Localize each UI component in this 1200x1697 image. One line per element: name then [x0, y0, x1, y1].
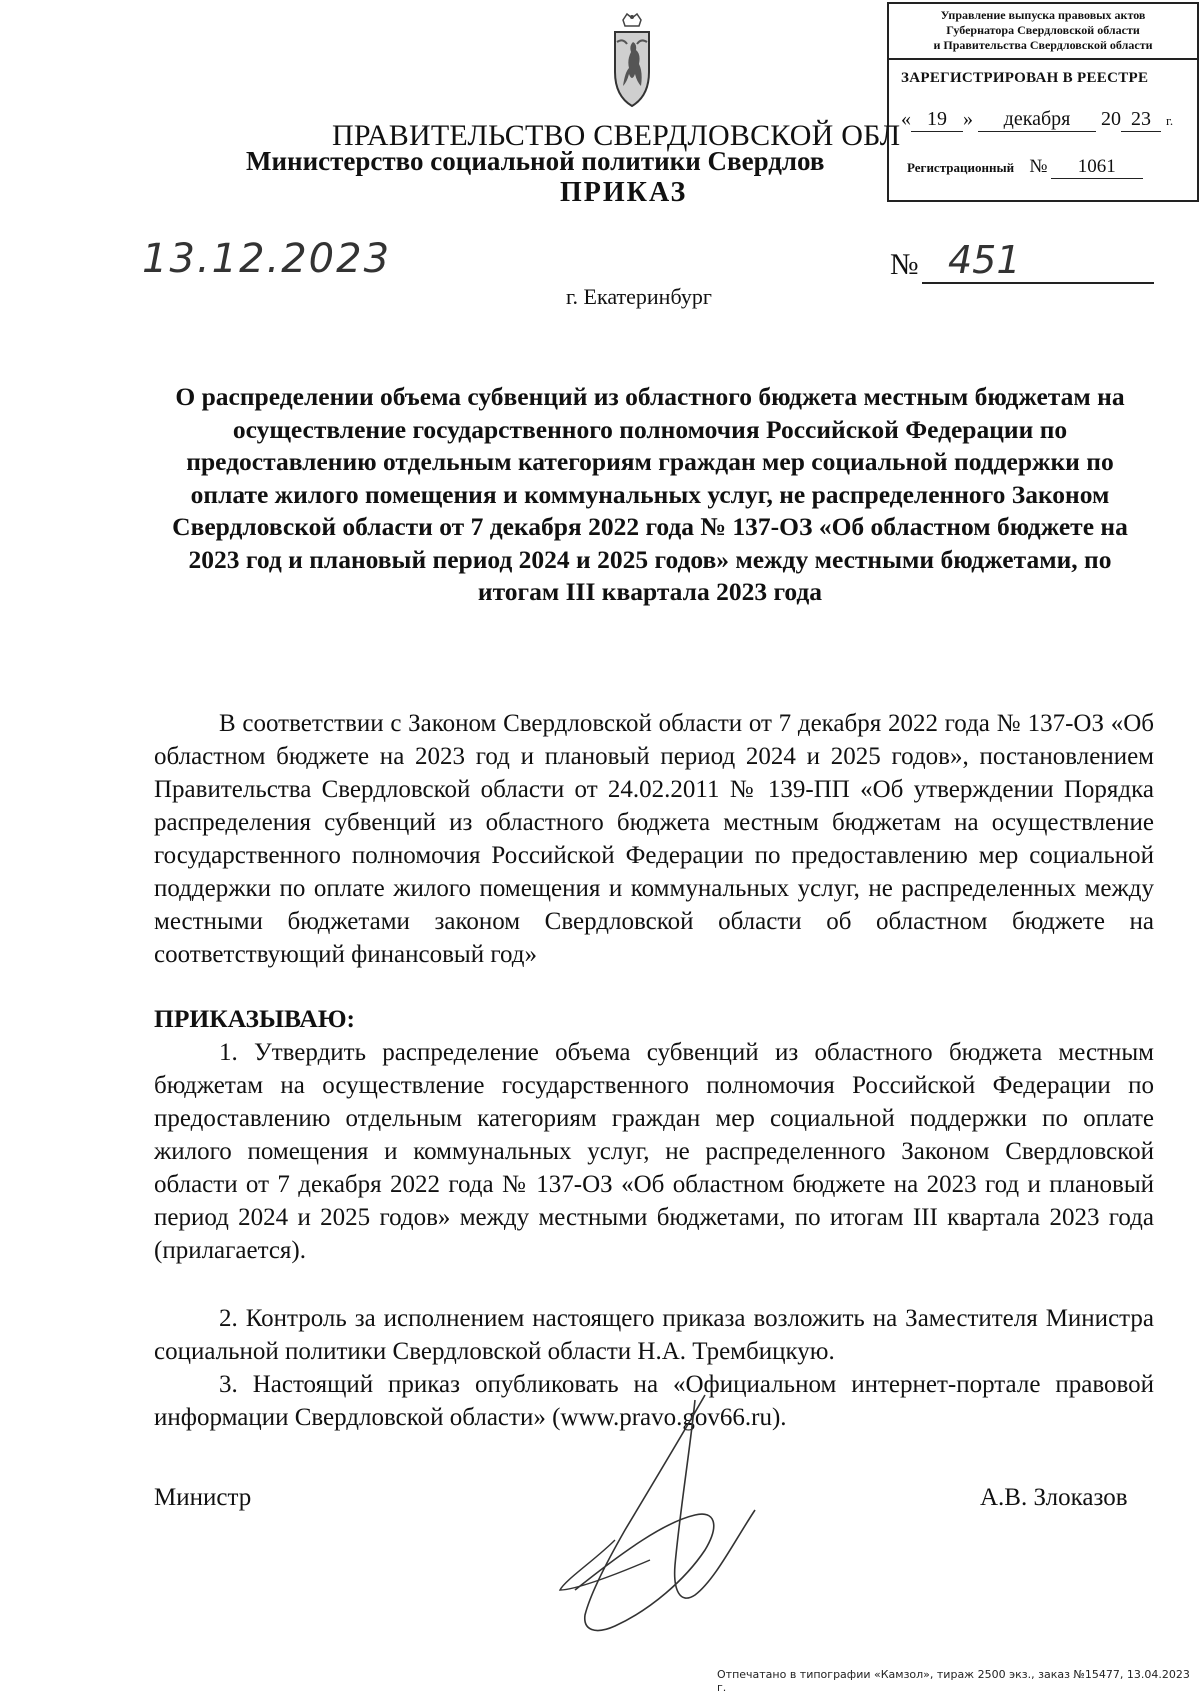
stamp-office: [889, 4, 1197, 60]
stamp-year-suffix: 23: [1121, 108, 1161, 132]
government-name: ПРАВИТЕЛЬСТВО СВЕРДЛОВСКОЙ ОБЛ: [332, 119, 901, 152]
document-type: ПРИКАЗ: [560, 177, 688, 208]
number-underline: [922, 282, 1154, 284]
handwritten-date: 13.12.2023: [142, 236, 392, 282]
stamp-year-prefix: 20: [1101, 108, 1121, 130]
order-item-1: 1. Утвердить распределение объема субвенций из областного бюджета местным бюджетам на осуществление государственного полномочия Российской Федерации по предоставлению отдельным категориям граждан мер социальной поддержки по оплате жилого помещения и коммунальных услуг, не распределенного Законом Свердловской области от 7 декабря 2022 года № 137-ОЗ «Об областном бюджете на 2023 год и плановый период 2024 и 2025 годов» между местными бюджетами, по итогам III квартала 2023 года (прилагается).: [154, 1039, 1154, 1264]
stamp-reg-label: Регистрационный: [907, 160, 1015, 175]
coat-of-arms-icon: [609, 12, 655, 112]
order-item-3: 3. Настоящий приказ опубликовать на «Официальном интернет-портале правовой информации Свердловской области» (www.pravo.gov66.ru).: [154, 1371, 1154, 1431]
stamp-year-mark: г.: [1166, 113, 1174, 128]
document-title: О распределении объема субвенций из областного бюджета местным бюджетам на осуществление государственного полномочия Российской Федерации по предоставлению отдельным категориям граждан мер социальной поддержки по оплате жилого помещения и коммунальных услуг, не распределенного Законом Свердловской области от 7 декабря 2022 года № 137-ОЗ «Об областном бюджете на 2023 год и плановый период 2024 и 2025 годов» между местными бюджетами, по итогам III квартала 2023 года: [172, 382, 1128, 606]
stamp-office-line: и Правительства Свердловской области: [933, 38, 1153, 52]
stamp-office-line: Губернатора Свердловской области: [946, 23, 1140, 37]
registration-stamp: [887, 2, 1199, 202]
stamp-reg-symbol: №: [1029, 156, 1048, 177]
handwritten-number: 451: [948, 238, 1021, 282]
signer-position: Министр: [154, 1484, 252, 1511]
stamp-date: [901, 108, 1191, 132]
stamp-day: 19: [911, 108, 963, 132]
ministry-name: Министерство социальной политики Свердлов: [246, 146, 825, 176]
stamp-reg-value: 1061: [1051, 156, 1143, 179]
stamp-reg-number: [907, 156, 1187, 179]
stamp-registered-label: ЗАРЕГИСТРИРОВАН В РЕЕСТРЕ: [901, 70, 1149, 86]
stamp-office-line: Управление выпуска правовых актов: [940, 8, 1146, 22]
preamble-paragraph: В соответствии с Законом Свердловской области от 7 декабря 2022 года № 137-ОЗ «Об областном бюджете на 2023 год и плановый период 2024 и 2025 годов», постановлением Правительства Свердловской области от 24.02.2011 № 139-ПП «Об утверждении Порядка распределения субвенций из областного бюджета местным бюджетам на осуществление государственного полномочия Российской Федерации по предоставлению мер социальной поддержки по оплате жилого помещения и коммунальных услуг, не распределенных между местными бюджетами законом Свердловской области об областном бюджете на соответствующий финансовый год»: [154, 710, 1154, 968]
order-word: ПРИКАЗЫВАЮ:: [154, 1004, 356, 1033]
order-item-2: 2. Контроль за исполнением настоящего приказа возложить на Заместителя Министра социальной политики Свердловской области Н.А. Трембицкую.: [154, 1305, 1154, 1365]
city: г. Екатеринбург: [566, 284, 712, 309]
signer-name: А.В. Злоказов: [980, 1484, 1128, 1511]
stamp-quote-close: »: [963, 108, 973, 130]
number-label: №: [890, 248, 919, 281]
print-note: Отпечатано в типографии «Камзол», тираж 2500 экз., заказ №15477, 13.04.2023 г.: [717, 1668, 1190, 1694]
handwritten-signature-icon: [555, 1390, 770, 1640]
stamp-quote-open: «: [901, 108, 911, 130]
stamp-month: декабря: [978, 108, 1096, 132]
